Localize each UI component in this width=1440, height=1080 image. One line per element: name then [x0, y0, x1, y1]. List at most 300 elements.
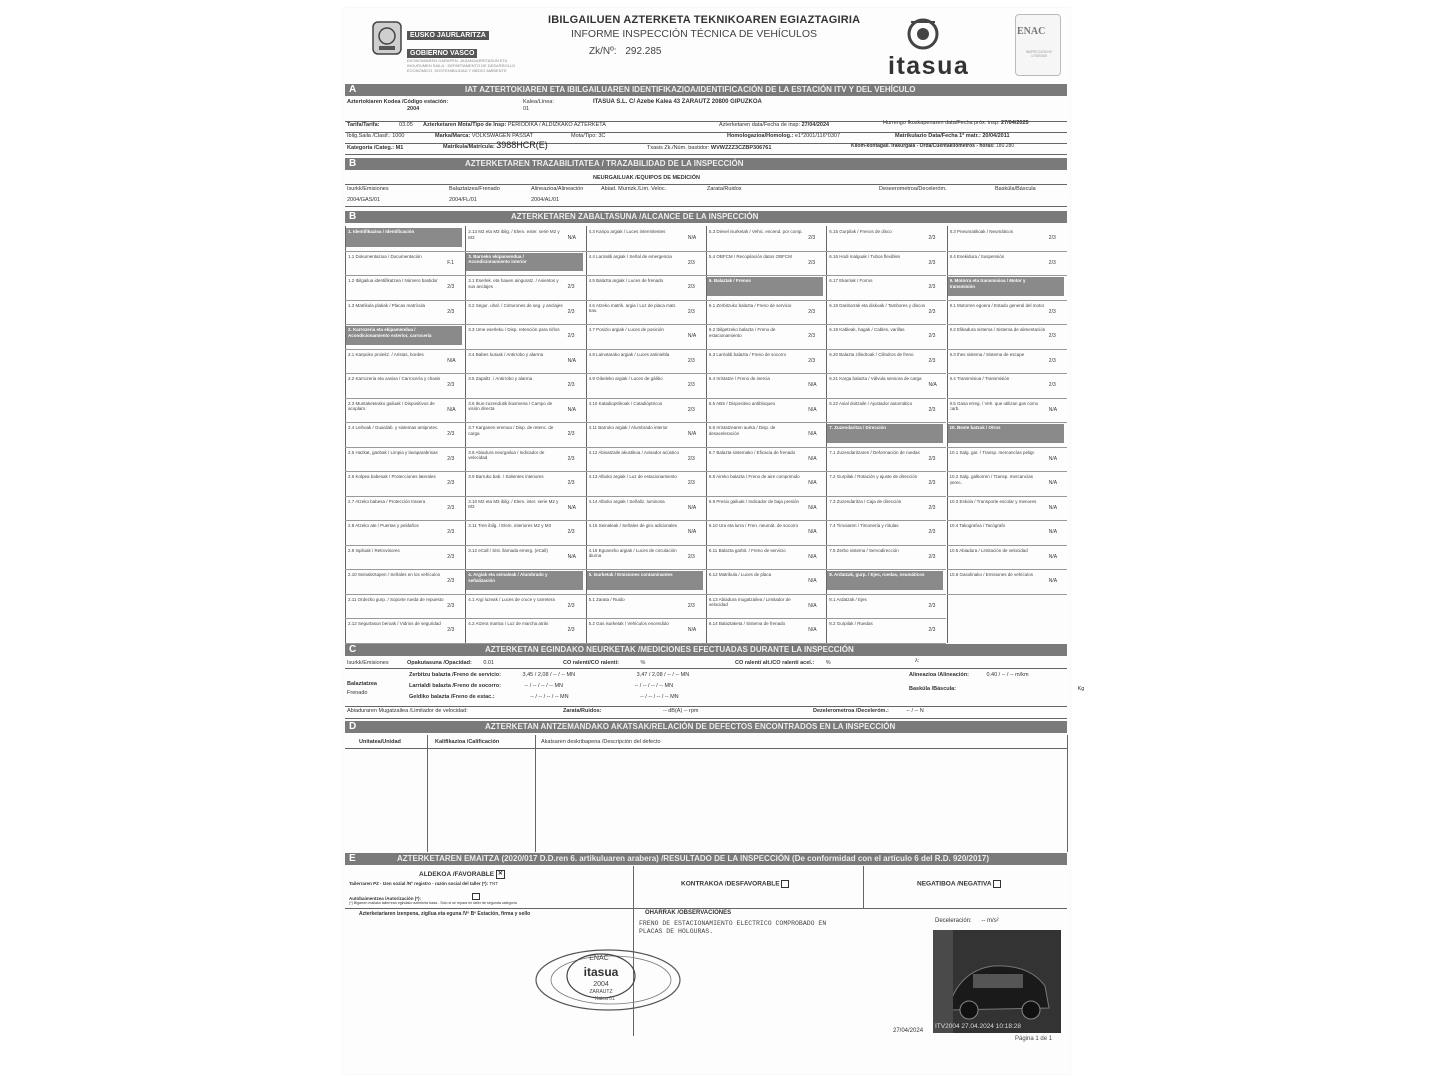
scope-item-label: 4.3 Kanpo argiak / Luces intermitentes — [588, 229, 666, 234]
vin-value: WVWZZZ3CZBP306761 — [710, 145, 772, 151]
divider — [586, 447, 706, 448]
model — [571, 133, 605, 140]
registration-date-value: 20/04/2011 — [982, 133, 1010, 139]
divider — [826, 471, 946, 472]
scope-item-label: 3.6 Ikus-zuzendutik ikusmena / Campo de visión directa — [468, 400, 553, 411]
title-spanish: INFORME INSPECCIÓN TÉCNICA DE VEHÍCULOS — [571, 28, 818, 40]
scope-item-result: 2/3 — [447, 308, 455, 315]
registration-date — [895, 133, 1010, 140]
series-label: Ibilg.Saila /Clasif.: — [347, 133, 391, 139]
scope-item-result: N/A — [447, 406, 456, 413]
observations-label: OHARRAK /OBSERVACIONES — [645, 910, 732, 916]
scope-item-label: 6.1 Zerbitzuko balazta / Freno de servicio — [708, 302, 792, 308]
opacity-value: 0.01 — [483, 660, 495, 666]
favorable-checkbox[interactable]: ✕ — [497, 871, 503, 877]
co-high-unit: % — [825, 660, 831, 666]
divider — [345, 422, 465, 423]
divider — [465, 300, 585, 301]
scope-item-result: N/A — [808, 431, 817, 437]
scope-item-label: 9.3 Ihes sistema / Sistema de escape — [949, 351, 1025, 357]
workshop-value: TNT — [489, 881, 499, 886]
category-label: Kategoria /Categ.: — [347, 145, 395, 151]
divider — [586, 520, 706, 521]
co-unit: % — [640, 660, 646, 666]
scope-item-label: 8.3 Pneumatikoak / Neumáticos — [949, 229, 1014, 234]
defect-col-unit: Unitatea/Unidad — [359, 739, 401, 745]
scope-item-label: 4.13 Alboko argiak / Luz de estacionamiento — [588, 474, 677, 479]
next-inspection — [883, 120, 1029, 127]
section-a-letter: A — [349, 84, 357, 95]
scope-item-result: 2/3 — [447, 455, 455, 462]
scope-item-result: 2/3 — [687, 284, 695, 290]
doc-number-label: Zk/Nº: — [589, 46, 617, 57]
inspection-type-label: Azterketaren Mota/Tipo de Insp: — [423, 122, 507, 128]
section-c-header — [345, 644, 1067, 656]
section-a-title: IAT AZTERTOKIAREN ETA IBILGAILUAREN IDENTIFIKAZIOA/IDENTIFICACIÓN DE LA ESTACIÓN ITV Y DEL VEHÍCULO — [465, 85, 916, 94]
signature-label: Azterketariaren izenpena, zigilua eta eguna /Vº Bº Estación, firma y sello — [359, 911, 531, 917]
inspection-type — [423, 122, 606, 129]
authorization-checkbox[interactable] — [472, 893, 480, 900]
scope-item-label: 6.13 Abiadura mugatzailea / Limitador de velocidad — [708, 596, 791, 607]
scope-item-label: 3.10 M2 eta M3 ibilg. / Elem. inter. serie M2 y M3 — [468, 498, 559, 509]
parking-brake-value: -- / -- / -- / -- MN — [530, 694, 569, 700]
equipment-col-header: Isurkk/Emisiones — [347, 186, 389, 192]
scope-item-label: 9. Motorra eta transmisioa / Motor y transmisión — [949, 278, 1026, 289]
plate-value: 3988HCR(E) — [496, 140, 548, 150]
scope-item-label: 1.2 Ibilgailua identifikatzea / Número bastidor — [348, 278, 438, 283]
emergency-brake-value: -- / -- / -- / -- MN — [524, 683, 564, 689]
scope-item-label: 4.12 Abisatzaile akustikoa / Avisador acústico — [588, 449, 680, 455]
scope-item-result: N/A — [687, 431, 697, 437]
divider — [345, 373, 465, 374]
scope-item-result: N/A — [808, 529, 817, 535]
divider — [345, 668, 1067, 669]
section-a-header — [345, 84, 1067, 96]
scope-item-label: 4.14 Alboko argiak / Señaliz. luminosa — [588, 498, 665, 504]
scope-item-result: 2/3 — [928, 504, 936, 511]
divider — [947, 349, 1067, 350]
scope-item-label: 5.2 Gas isurketak / Vehículos encendido — [588, 621, 669, 626]
divider — [826, 251, 946, 252]
divider — [586, 618, 706, 619]
divider — [586, 471, 706, 472]
divider — [345, 300, 465, 301]
stamp-main-text: itasua — [583, 965, 619, 979]
scope-item-result: 2/3 — [687, 602, 695, 609]
divider — [465, 422, 585, 423]
divider — [465, 324, 585, 325]
doc-number — [589, 46, 661, 57]
scope-item-label: 6.15 Gurpilak / Frenos de disco — [829, 229, 892, 234]
opacity — [407, 660, 494, 667]
scope-item-result: 2/3 — [928, 455, 936, 462]
scope-item-label: 10.3 Eskola / Transporte escolar y menores — [949, 498, 1037, 504]
scope-item-label: 6.14 Balaztaketa / Sistema de frenado — [708, 621, 786, 626]
scope-item-label: 2.10 Seinaleztapen / Señales en los vehículos — [348, 572, 441, 577]
divider — [586, 496, 706, 497]
divider — [345, 496, 465, 497]
vehicle-photo — [933, 930, 1061, 1033]
divider — [345, 184, 1067, 185]
scope-item-result: N/A — [808, 480, 817, 486]
scope-item-result: 2/3 — [447, 431, 455, 437]
workshop — [349, 880, 498, 887]
scope-item-result: N/A — [567, 235, 576, 241]
deceleration-label: Deceleración: — [935, 918, 972, 924]
scope-item-result: N/A — [808, 627, 817, 633]
co-high — [735, 660, 831, 667]
divider — [706, 275, 826, 276]
divider — [947, 251, 1067, 252]
divider — [586, 300, 706, 301]
divider — [706, 251, 826, 252]
line-value: 01 — [523, 106, 530, 112]
scope-item-result: 2/3 — [447, 382, 455, 388]
scope-item-label: 3.7 Karganen eremua / Disp. de retenc. de carga — [468, 425, 554, 436]
workshop-footnote: (*) Bigarren mailako tailerrean egindako azterketa bada - Solo si se repara en taller de segunda categoría — [349, 901, 517, 905]
divider — [706, 496, 826, 497]
divider — [535, 735, 536, 852]
divider — [465, 569, 585, 570]
scope-item-result: 2/3 — [1048, 308, 1056, 315]
scope-item-label: 2.6 Kolpea babesak / Protecciones laterales — [348, 474, 436, 479]
divider — [427, 735, 428, 852]
section-c-title: AZTERKETAN EGINDAKO NEURKETAK /MEDICIONES EFECTUADAS DURANTE LA INSPECCIÓN — [485, 645, 854, 654]
scope-item-result: 2/3 — [928, 480, 936, 486]
defect-col-description: Akatsaren deskribapena /Descripción del defecto — [541, 739, 661, 745]
emergency-brake-value-2: -- / -- / -- / -- MN — [634, 683, 674, 689]
scope-item-label: 6.2 Ibilgetzeko balazta / Freno de estacionamiento — [708, 327, 776, 338]
divider — [826, 447, 946, 448]
scope-item-label: 5.4 OBFCM / Recopilación datos OBFCM — [708, 253, 792, 259]
authorization-label: Autobaimentzea /Autorización (*): — [349, 896, 422, 901]
divider — [345, 206, 1067, 207]
divider — [586, 373, 706, 374]
category-value: M1 — [395, 145, 404, 151]
divider — [826, 545, 946, 546]
divider — [706, 471, 826, 472]
scope-item-result: 2/3 — [928, 529, 936, 535]
scope-item-label: 2.12 Segurtasun beroak / Vidrios de seguridad — [348, 621, 441, 626]
emergency-brake — [409, 683, 673, 690]
divider — [345, 520, 465, 521]
scope-item-label: 6.6 Irristatzearen aurka / Disp. de desaceleración — [708, 425, 776, 436]
odometer — [851, 143, 1014, 150]
alignment — [909, 672, 1029, 679]
weight — [909, 686, 1084, 693]
divider — [345, 908, 1067, 909]
scope-item-label: 7.2 Gurpilak / Rotación y ajuste de dirección — [829, 474, 918, 479]
scope-item-label: 8. Ardatzak, gurp. / Ejes, ruedas, neumáticos — [829, 572, 925, 577]
negative-checkbox[interactable] — [993, 880, 1001, 888]
divider — [345, 706, 1067, 707]
scope-item-result: 2/3 — [687, 480, 695, 486]
emergency-brake-label: Larrialdi balazta /Freno de socorro: — [409, 683, 501, 689]
rate — [347, 122, 413, 129]
divider — [586, 594, 706, 595]
braking-es: Frenado — [347, 690, 368, 696]
divider — [706, 520, 826, 521]
scope-item-result: N/A — [567, 357, 576, 364]
section-b1-letter: B — [349, 158, 357, 169]
divider — [586, 545, 706, 546]
homologation-value: e1*2001/116*0307 — [794, 133, 841, 139]
make — [435, 133, 533, 140]
scope-item-label: 2.11 Ordezko gurp. / Soporte rueda de repuesto — [348, 596, 444, 602]
scope-item-label: 4.5 Balazta argiak / Luces de frenado — [588, 278, 664, 283]
scope-item-label: 6.3 Larrialdi balazta / Freno de socorro — [708, 351, 787, 357]
scope-item-label: 4.6 Atzeko matrik. argia / Luz de placa matr. tras. — [588, 302, 677, 313]
equipment-col-value: 2004/FL/01 — [449, 197, 477, 203]
scope-item-result: 2/3 — [687, 553, 695, 560]
scope-item-label: 6.8 Aireko balazta / Freno de aire comprimido — [708, 474, 800, 479]
scope-item-result: N/A — [808, 406, 817, 413]
station-code — [347, 99, 448, 113]
observations-line-2: PLACAS DE HOLGURAS. — [639, 928, 714, 935]
scope-item-label: 7.4 Timoiaren / Timonería y rótulas — [829, 523, 899, 528]
unfavorable-checkbox[interactable] — [781, 880, 789, 888]
divider — [465, 275, 585, 276]
divider — [706, 545, 826, 546]
scope-item-result: 2/3 — [928, 284, 936, 290]
co-idle — [563, 660, 645, 667]
scope-item-result: N/A — [1048, 553, 1058, 560]
station-code-label: Aztertokiaren Kodea /Código estación: — [347, 99, 449, 105]
equipment-col-header: Abiad. Murrizk./Lim. Veloc. — [601, 186, 667, 192]
divider — [345, 226, 346, 643]
scope-item-label: 10.1 Salg. gar. / Transp. mercancías peligr. — [949, 449, 1036, 455]
scope-item-label: 6.11 Balazta garbit. / Freno de servicio — [708, 547, 786, 553]
scope-item-label: 4.10 Katadioptrikoak / Catadióptricos — [588, 400, 663, 406]
scope-item-label: 6.10 Ura eta lurra / Fren. neumát. de socorro — [708, 523, 799, 528]
scope-item-result: 2/3 — [1048, 235, 1056, 241]
scope-item-result: 2/3 — [567, 480, 575, 486]
itasua-brand: itasua — [888, 52, 970, 80]
scope-item-label: 4.15 Seinaleak / Señales de giro adicionales — [588, 523, 678, 528]
divider — [586, 398, 706, 399]
make-value: VOLKSWAGEN PASSAT — [471, 133, 534, 139]
scope-item-result: N/A — [687, 235, 697, 241]
scope-item-result: 2/3 — [808, 235, 816, 241]
alignment-value: 0.40 / -- / -- m/km — [986, 672, 1029, 678]
scope-item-result: 2/3 — [447, 627, 455, 633]
decelerometer — [813, 708, 924, 715]
scope-item-result: 2/3 — [447, 602, 455, 609]
section-b2-title: AZTERKETAREN ZABALTASUNA /ALCANCE DE LA INSPECCIÓN — [511, 212, 759, 221]
equipment-col-header: Alineazioa/Alineación — [531, 186, 584, 192]
scope-item-result: 2/3 — [687, 357, 695, 364]
divider — [345, 718, 1067, 719]
enac-label: ENAC — [1017, 26, 1046, 37]
divider — [465, 447, 585, 448]
inspection-date — [719, 122, 829, 129]
scope-item-result: 2/3 — [567, 602, 575, 609]
scope-item-label: 1.1 Dokumentazioa / Documentación — [348, 253, 422, 259]
co-label: CO ralentí/CO ralentí: — [563, 660, 619, 666]
scope-item-result: 2/3 — [447, 480, 455, 486]
divider — [345, 545, 465, 546]
scope-item-label: 8.1 Ardatzak / Ejes — [829, 596, 867, 602]
divider — [947, 520, 1067, 521]
emissions-label: Isurkk/Emisiones — [347, 660, 389, 666]
scope-item-label: 9.2 Elikadura sistema / Sistema de alimentación — [949, 327, 1046, 332]
scope-item-result: 2/3 — [928, 406, 936, 413]
noise-label: Zarata/Ruidos: — [563, 708, 602, 714]
scope-item-label: 10.6 Gasolinako / Emisiones de vehículos — [949, 572, 1034, 577]
photo-caption: ITV2004 27.04.2024 10:18:28 — [935, 1023, 1022, 1030]
scope-item-result: 2/3 — [447, 504, 455, 511]
divider — [706, 349, 826, 350]
defect-col-rating: Kalifikazioa /Calificación — [435, 739, 500, 745]
divider — [947, 373, 1067, 374]
model-label: Mota/Tipo: — [571, 133, 597, 139]
scope-item-label: 7.1 Zuzendaritzaren / Deformación de ruedas — [829, 449, 920, 455]
divider — [706, 324, 826, 325]
scope-item-result: N/A — [447, 357, 456, 364]
divider — [826, 275, 946, 276]
unfavorable-label: KONTRAKOA /DESFAVORABLE — [681, 880, 780, 888]
scope-item-result: 2/3 — [687, 455, 695, 462]
scope-item-label: 2.7 Atzeko babesa / Protección trasera — [348, 498, 426, 504]
equipment-title: NEURGAILUAK /EQUIPOS DE MEDICIÓN — [593, 175, 700, 181]
divider — [706, 422, 826, 423]
rate-value: 03.05 — [399, 122, 413, 128]
scope-item-result: 2/3 — [567, 333, 575, 339]
vin-label: Txasis Zk./Núm. bastidor: — [647, 145, 710, 151]
scope-item-result: N/A — [928, 382, 937, 388]
scope-item-result: N/A — [1048, 455, 1058, 462]
scope-item-label: 4.16 Egunezko argiak / Luces de circulación diurna — [588, 547, 677, 558]
gobierno-vasco-logo — [369, 18, 516, 73]
scope-item-result: 2/3 — [1048, 259, 1056, 266]
divider — [586, 324, 706, 325]
scope-item-label: 3.5 Zapaltz. / Antirrobo y alarma — [468, 376, 533, 381]
result-negative — [917, 880, 1001, 888]
scope-item-label: 4.1 Argi luzeak / Luces de cruce y carretera — [468, 596, 555, 602]
divider — [826, 520, 946, 521]
scope-item-result: N/A — [808, 504, 817, 511]
result-unfavorable — [681, 880, 789, 888]
parking-brake-value-2: -- / -- / -- / -- MN — [640, 694, 679, 700]
equipment-col-header: Deseerometroa/Deceleróm. — [879, 186, 947, 192]
equipment-col-value: 2004/GAS/01 — [347, 197, 381, 203]
divider — [586, 275, 706, 276]
scope-item-result: 2/3 — [447, 284, 455, 290]
station-name: ITASUA S.L. C/ Azebe Kalea 43 ZARAUTZ 20800 GIPUZKOA — [593, 99, 762, 105]
scope-item-result: 2/3 — [567, 284, 575, 290]
registration-date-label: Matrikulazio Data/Fecha 1ª matr.: — [895, 133, 981, 139]
divider — [345, 349, 465, 350]
scope-item-label: 8.4 Esekidura / Suspensión — [949, 253, 1005, 259]
divider — [947, 324, 1067, 325]
scope-item-result: N/A — [808, 578, 817, 584]
divider — [586, 422, 706, 423]
next-inspection-label: Hurrengo Ikuskapenaren data/Fecha próx. insp: — [883, 120, 1000, 126]
stamp-top-text: ENAC — [589, 955, 609, 962]
divider — [586, 251, 706, 252]
scope-item-label: 2.9 Ispiluak / Retrovisores — [348, 547, 400, 553]
divider — [826, 569, 946, 570]
divider — [947, 275, 1067, 276]
divider — [947, 471, 1067, 472]
divider — [465, 594, 585, 595]
scope-item-label: 8.2 Gurpilak / Ruedas — [829, 621, 873, 626]
scope-item-label: 5.1 Zarata / Ruido — [588, 596, 625, 602]
coat-of-arms-icon — [369, 18, 405, 58]
scope-item-label: 4.9 Gibeleko argiak / Luces de gálibo — [588, 376, 663, 381]
scope-item-label: 10.2 Salg. galkorren / Transp. mercancías perec. — [949, 474, 1034, 485]
divider — [947, 496, 1067, 497]
equipment-col-header: Zarata/Ruidos — [707, 186, 742, 192]
divider — [826, 398, 946, 399]
scope-item-result: 2/3 — [1048, 333, 1056, 339]
scope-item-label: 6.18 Danborrak eta diskoak / Tambores y discos — [829, 302, 926, 308]
divider — [947, 300, 1067, 301]
car-icon — [933, 930, 1061, 1033]
scope-item-label: 4.8 Lainotarako argiak / Luces antiniebla — [588, 351, 670, 357]
scope-item-result: N/A — [687, 529, 697, 535]
scope-item-result: 2/3 — [447, 553, 455, 560]
divider — [826, 349, 946, 350]
scope-item-label: 2.4 Leihoak / Guardab. y sistemas antiprotec. — [348, 425, 439, 430]
divider — [947, 594, 1067, 595]
title-basque: IBILGAILUEN AZTERKETA TEKNIKOAREN EGIAZTAGIRIA — [548, 14, 861, 26]
parking-brake-label: Geldiko balazta /Freno de estac.: — [409, 694, 495, 700]
scope-item-result: 2/3 — [567, 455, 575, 462]
divider — [586, 349, 706, 350]
model-value: 3C — [598, 133, 606, 139]
divider — [947, 398, 1067, 399]
divider — [345, 251, 465, 252]
divider — [465, 373, 585, 374]
scope-item-label: 9.5 Gasa erreg. / Veh. que utilizan gas como carb. — [949, 400, 1039, 411]
scope-item-result: 2/3 — [567, 308, 575, 315]
scope-item-label: 6.20 Balazta zilindroak / Cilindros de freno — [829, 351, 914, 357]
scope-item-label: 2.1 Kanpoko proiekz. / Aristas, bordes — [348, 351, 424, 357]
scope-item-label: 3.11 Tren ibilg. / Elem. interiores M2 y M3 — [468, 523, 551, 528]
divider — [863, 866, 864, 908]
scope-item-result: N/A — [1048, 504, 1058, 511]
scope-item-result: N/A — [1048, 480, 1058, 486]
scope-item-result: 2/3 — [447, 529, 455, 535]
scope-item-label: 7.3 Zuzendaritza / Caja de dirección — [829, 498, 902, 504]
scope-item-result: 2/3 — [687, 382, 695, 388]
enac-sublabel: INSPECCIÓN Nº 170/EI360 — [1025, 50, 1053, 58]
scope-item-result: 2/3 — [808, 333, 816, 339]
odometer-label: Kilom-kontagail. Irakurgaia - Orda/Cuentakilómetros - horas: — [851, 143, 995, 149]
scope-item-result: N/A — [687, 627, 697, 633]
series — [347, 133, 405, 140]
divider — [826, 300, 946, 301]
deceleration-value: -- m/s² — [981, 918, 999, 924]
scope-item-result: N/A — [808, 382, 817, 388]
scope-item-result: N/A — [808, 455, 817, 462]
gov-department: EKONOMIAREN GARAPEN, JASANGARRITASUN ETA INGURUMEN SAILA · DEPARTAMENTO DE DESARROLLO ECONÓMICO, SOSTENIBILIDAD Y MEDIO AMBIENTE — [407, 58, 516, 73]
weight-label: Basküla /Báscula: — [909, 686, 957, 692]
plate-label: Matrikula/Matrícula: — [443, 144, 495, 150]
divider — [345, 447, 465, 448]
doc-number-value: 292.285 — [625, 46, 662, 57]
scope-item-result: 2/3 — [447, 578, 455, 584]
divider — [706, 618, 826, 619]
scope-item-label: 10.4 Takografoa / Tacógrafo — [949, 523, 1006, 528]
scope-item-result: N/A — [1048, 578, 1058, 584]
section-d-letter: D — [349, 721, 357, 732]
scope-item-result: 2/3 — [928, 333, 936, 339]
divider — [826, 324, 946, 325]
divider — [345, 618, 465, 619]
inspection-report-sheet — [343, 8, 1085, 1074]
